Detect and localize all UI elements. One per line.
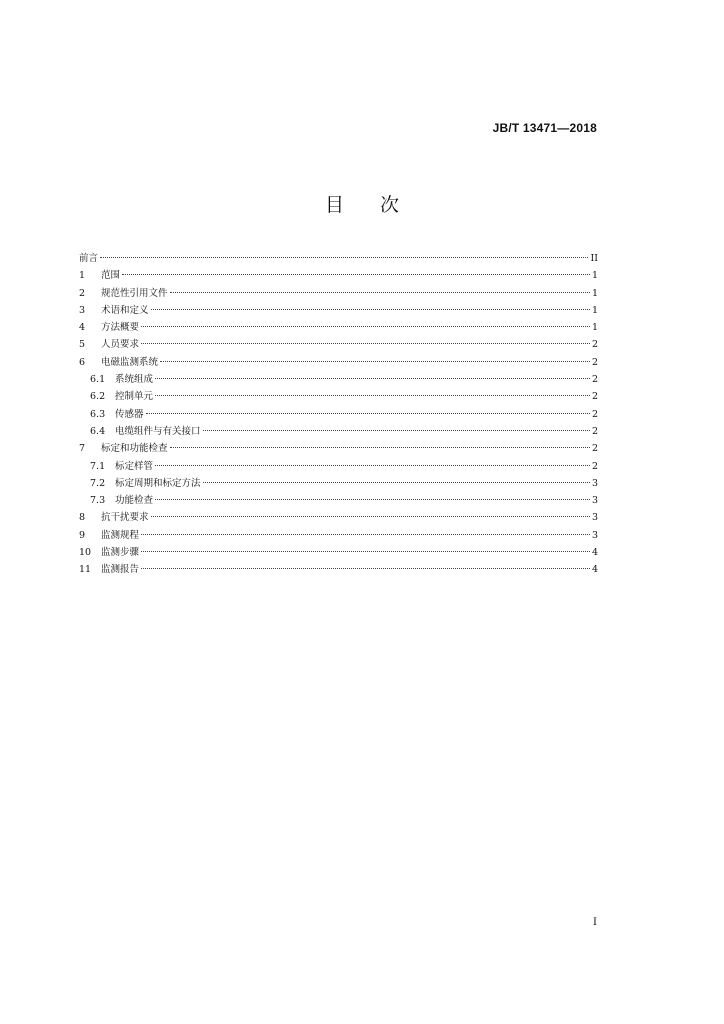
toc-entry-page: 1	[591, 322, 598, 334]
toc-dot-leader	[155, 499, 590, 500]
toc-dot-leader	[160, 361, 590, 362]
toc-entry-number: 7.1	[90, 460, 106, 472]
toc-entry-title: 前言	[79, 253, 99, 264]
toc-entry-title: 电缆组件与有关接口	[115, 425, 201, 437]
toc-entry-number: 2	[79, 287, 86, 299]
toc-entry-number: 10	[79, 547, 92, 559]
toc-entry-number: 8	[79, 512, 86, 524]
toc-entry-page: 3	[591, 477, 598, 489]
toc-entry[interactable]	[79, 354, 598, 371]
toc-entry-page: 4	[591, 564, 598, 576]
toc-dot-leader	[203, 482, 590, 483]
toc-entry-title: 监测步骤	[101, 547, 140, 559]
toc-entry[interactable]	[79, 285, 598, 302]
toc-entry-title: 标定周期和标定方法	[115, 477, 201, 489]
toc-title-char-2: 次	[380, 194, 400, 216]
toc-entry-page: 2	[591, 460, 598, 472]
toc-entry-title: 规范性引用文件	[101, 287, 168, 299]
toc-entry[interactable]	[79, 336, 598, 353]
toc-dot-leader	[203, 430, 590, 431]
toc-entry-number: 9	[79, 529, 86, 541]
toc-entry-title: 标定样管	[115, 460, 154, 472]
toc-entry[interactable]	[79, 561, 598, 578]
toc-entry-number: 5	[79, 339, 86, 351]
toc-entry-page: 3	[591, 495, 598, 507]
toc-entry-page: 1	[591, 304, 598, 316]
toc-entry[interactable]	[79, 440, 598, 457]
toc-entry-title: 功能检查	[115, 495, 154, 507]
toc-dot-leader	[141, 343, 590, 344]
toc-entry-title: 抗干扰要求	[101, 512, 149, 524]
toc-entry-title: 监测报告	[101, 564, 140, 576]
toc-entry-page: 2	[591, 374, 598, 386]
toc-entry-number: 7.2	[90, 477, 106, 489]
toc-dot-leader	[141, 551, 590, 552]
table-of-contents	[79, 250, 598, 579]
toc-entry-number: 6.1	[90, 374, 106, 386]
toc-dot-leader	[170, 447, 590, 448]
toc-entry-page: 2	[591, 408, 598, 420]
toc-entry-number: 6	[79, 356, 86, 368]
toc-entry[interactable]	[79, 475, 598, 492]
toc-entry-page: 3	[591, 512, 598, 524]
toc-entry-number: 6.2	[90, 391, 106, 403]
toc-entry-number: 6.4	[90, 425, 106, 437]
toc-entry-title: 电磁监测系统	[101, 356, 159, 368]
toc-entry-number: 7.3	[90, 495, 106, 507]
toc-entry[interactable]	[79, 423, 598, 440]
toc-entry[interactable]	[79, 302, 598, 319]
toc-entry[interactable]	[79, 458, 598, 475]
toc-entry-number: 7	[79, 443, 86, 455]
toc-entry[interactable]	[79, 527, 598, 544]
toc-entry-title: 传感器	[115, 408, 144, 420]
toc-dot-leader	[100, 257, 588, 258]
toc-entry[interactable]	[79, 267, 598, 284]
toc-entry-page: 3	[591, 529, 598, 541]
toc-dot-leader	[141, 534, 590, 535]
toc-dot-leader	[141, 568, 590, 569]
toc-dot-leader	[146, 413, 590, 414]
toc-entry[interactable]	[79, 388, 598, 405]
toc-entry-page: 2	[591, 425, 598, 437]
toc-entry-number: 11	[79, 564, 92, 576]
toc-entry[interactable]	[79, 509, 598, 526]
toc-dot-leader	[122, 274, 590, 275]
toc-entry-number: 3	[79, 304, 86, 316]
toc-entry[interactable]	[79, 319, 598, 336]
toc-entry-page: 1	[591, 287, 598, 299]
toc-entry-number: 6.3	[90, 408, 106, 420]
toc-entry-page: 2	[591, 443, 598, 455]
toc-title-char-1: 目	[324, 194, 344, 216]
toc-dot-leader	[151, 516, 590, 517]
toc-dot-leader	[155, 395, 590, 396]
toc-entry[interactable]	[79, 371, 598, 388]
toc-dot-leader	[170, 292, 590, 293]
toc-entry-page: II	[590, 253, 598, 264]
toc-entry-page: 1	[591, 270, 598, 282]
toc-entry[interactable]	[79, 406, 598, 423]
toc-entry-number: 1	[79, 270, 86, 282]
standard-code: JB/T 13471—2018	[492, 121, 597, 135]
toc-title	[0, 190, 724, 217]
toc-entry-number: 4	[79, 322, 86, 334]
toc-entry-page: 2	[591, 391, 598, 403]
toc-dot-leader	[141, 326, 590, 327]
toc-entry-page: 2	[591, 356, 598, 368]
toc-entry-title: 术语和定义	[101, 304, 149, 316]
toc-entry-title: 系统组成	[115, 374, 154, 386]
toc-dot-leader	[151, 309, 590, 310]
toc-entry-page: 4	[591, 547, 598, 559]
toc-entry[interactable]	[79, 250, 598, 267]
toc-entry-page: 2	[591, 339, 598, 351]
toc-dot-leader	[155, 465, 590, 466]
toc-entry-title: 控制单元	[115, 391, 154, 403]
toc-entry[interactable]	[79, 492, 598, 509]
toc-entry-title: 方法概要	[101, 322, 140, 334]
toc-entry-title: 标定和功能检查	[101, 443, 168, 455]
page-number: I	[593, 917, 597, 928]
toc-entry[interactable]	[79, 544, 598, 561]
toc-entry-title: 监测规程	[101, 529, 140, 541]
toc-dot-leader	[155, 378, 590, 379]
toc-entry-title: 人员要求	[101, 339, 140, 351]
toc-entry-title: 范围	[101, 270, 121, 282]
